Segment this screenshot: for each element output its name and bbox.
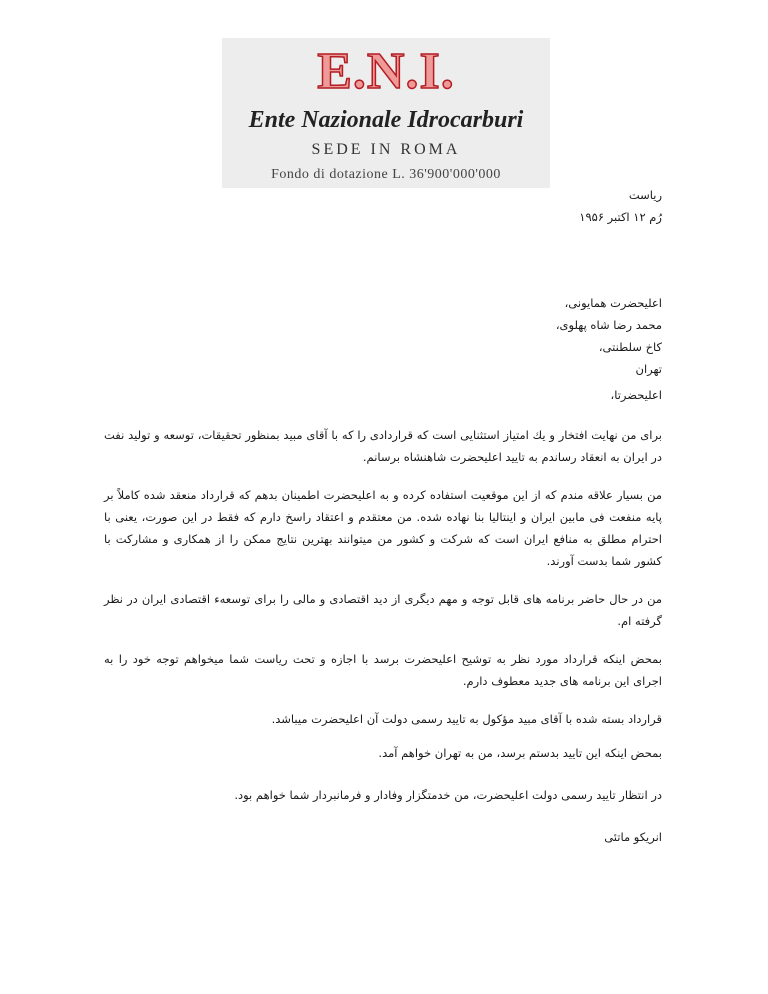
body-paragraph: در انتظار تایید رسمی دولت اعلیحضرت، من خدمتگزار وفادار و فرمانبردار شما خواهم بود.: [234, 788, 662, 802]
body-paragraph: برای من نهایت افتخار و یك امتیاز استثنایی است که قراردادی را که با آقای مبید بمنظور تحقیقات، توسعه و تولید نفت در ایران به انعقاد رساندم به تایید اعلیحضرت شاهنشاه برسانم.: [104, 428, 662, 464]
recipient-line: کاخ سلطنتی،: [598, 340, 662, 354]
header-department: ریاست: [628, 188, 662, 202]
recipient-line: محمد رضا شاه پهلوی،: [555, 318, 662, 332]
letterhead-seat: SEDE IN ROMA: [311, 141, 461, 158]
letterhead-full-name: Ente Nazionale Idrocarburi: [248, 107, 524, 133]
recipient-line: تهران: [635, 362, 662, 376]
body-paragraph: بمحض اینکه این تایید بدستم برسد، من به تهران خواهم آمد.: [378, 746, 662, 760]
letterhead-fund: Fondo di dotazione L. 36'900'000'000: [271, 167, 501, 182]
letterhead-brand: E.N.I.: [317, 43, 455, 100]
letterhead-logo: [222, 38, 550, 188]
letter-date: رُم ۱۲ اکتبر ۱۹۵۶: [579, 210, 662, 224]
body-paragraph: بمحض اینکه قرارداد مورد نظر به توشیح اعلیحضرت برسد با اجازه و تحت ریاست شما میخواهم توجه خود را به اجرای این برنامه های جدید معطوف دارم.: [104, 652, 662, 688]
signature: انریکو ماتئی: [604, 830, 662, 844]
recipient-line: اعلیحضرت همایونی،: [564, 296, 662, 310]
salutation: اعلیحضرتا،: [610, 388, 662, 402]
body-paragraph: قرارداد بسته شده با آقای مبید مؤکول به تایید رسمی دولت آن اعلیحضرت میباشد.: [271, 712, 662, 726]
body-paragraph: من در حال حاضر برنامه های قابل توجه و مهم دیگری از دید اقتصادی و مالی را برای توسعه‌ء اقتصادی ایران در نظر گرفته ام.: [104, 592, 662, 628]
body-paragraph: من بسیار علاقه مندم که از این موقعیت استفاده کرده و به اعلیحضرت اطمینان بدهم که قرارداد منعقد شده کاملاً بر پایه منفعت فی مابین ایران و اینتالیا بنا نهاده شده. من معتقدم و اعتقاد راسخ دارم که فقط در این صورت، یعنی با احترام مطلق به منافع ایران است که شرکت و کشور من میتوانند بهترین نتایج ممکن را از همکاری و مشارکت با کشور شما بدست آورند.: [104, 488, 662, 568]
